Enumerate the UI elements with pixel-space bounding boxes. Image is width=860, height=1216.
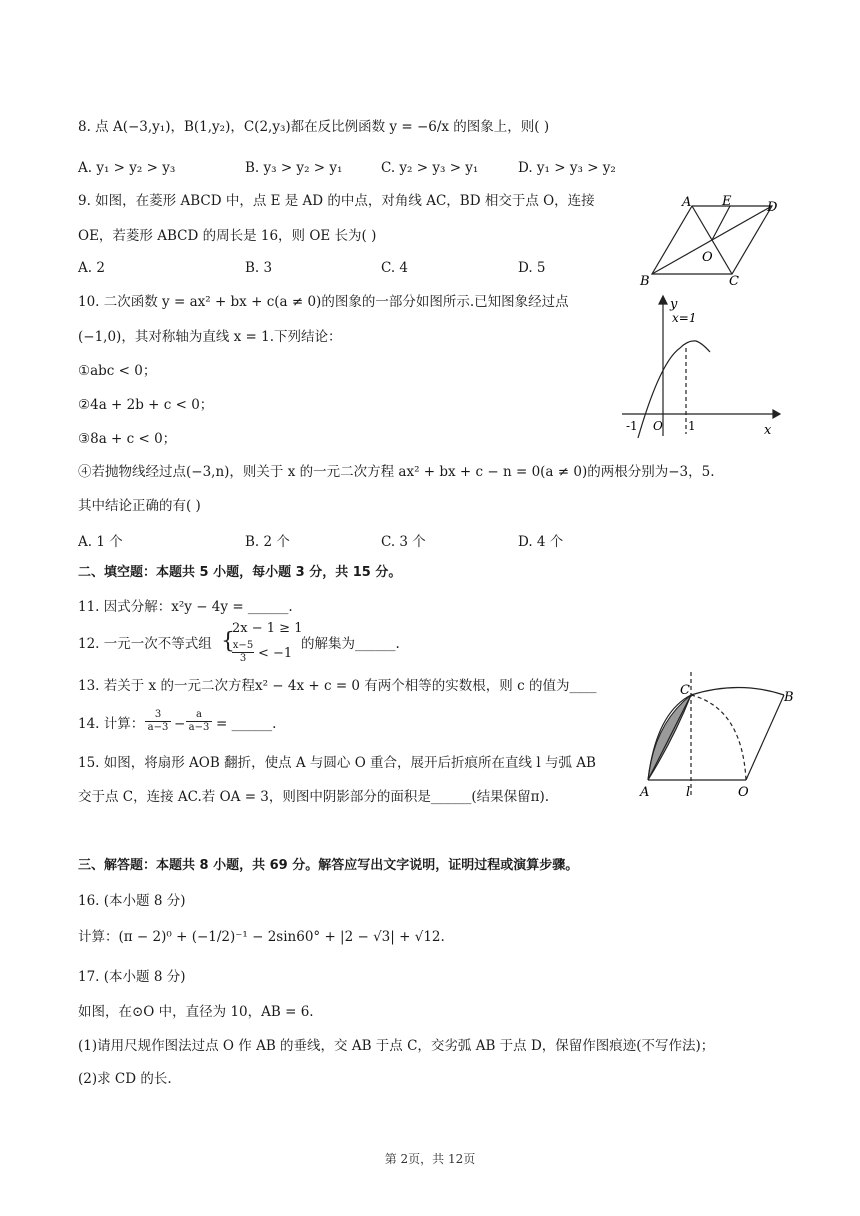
q14-suffix: = ______. bbox=[216, 716, 277, 732]
q9-stem-line1: 9. 如图，在菱形 ABCD 中，点 E 是 AD 的中点，对角线 AC，BD 相交于点 O，连接 bbox=[78, 193, 595, 209]
q8-option-b: B. y₃ > y₂ > y₁ bbox=[245, 160, 343, 176]
q13: 13. 若关于 x 的一元二次方程x² − 4x + c = 0 有两个相等的实数根，则 c 的值为____ bbox=[78, 678, 597, 694]
rhombus-label-o: O bbox=[702, 250, 713, 265]
q14-f2-num: a bbox=[186, 709, 212, 722]
q12-suffix: 的解集为______. bbox=[301, 636, 400, 652]
parabola-label-1: 1 bbox=[688, 419, 696, 433]
q14-f2-den: a−3 bbox=[188, 722, 210, 733]
sector-label-l: l bbox=[686, 785, 691, 800]
q9-option-a: A. 2 bbox=[78, 260, 105, 276]
q8-stem: 8. 点 A(−3,y₁)，B(1,y₂)，C(2,y₃)都在反比例函数 y = −6/x 的图象上，则( ) bbox=[78, 119, 550, 135]
section-2-heading: 二、填空题：本题共 5 小题，每小题 3 分，共 15 分。 bbox=[78, 565, 402, 580]
q12-ineq2-num: x−5 bbox=[232, 640, 254, 651]
q12-ineq2-fraction bbox=[232, 640, 254, 665]
q9-option-b: B. 3 bbox=[245, 260, 273, 276]
q11: 11. 因式分解：x²y − 4y = ______. bbox=[78, 599, 293, 615]
q10-conclusion-4: ④若抛物线经过点(−3,n)，则关于 x 的一元二次方程 ax² + bx + c − n = 0(a ≠ 0)的两根分别为−3，5. bbox=[78, 464, 715, 480]
q12-ineq2-rest: < −1 bbox=[258, 646, 293, 661]
q10-option-c: C. 3 个 bbox=[381, 534, 426, 550]
sector-label-b: B bbox=[784, 690, 794, 705]
q14-f1-num: 3 bbox=[145, 709, 171, 722]
q10-conclusion-1: ①abc < 0； bbox=[78, 363, 157, 379]
q10-conclusion-2: ②4a + 2b + c < 0； bbox=[78, 397, 214, 413]
rhombus-label-a: A bbox=[682, 195, 692, 210]
q16-expression: 计算：(π − 2)⁰ + (−1/2)⁻¹ − 2sin60° + |2 − √3| + √12. bbox=[78, 929, 445, 945]
q10-option-a: A. 1 个 bbox=[78, 534, 123, 550]
q16-title: 16. (本小题 8 分) bbox=[78, 893, 186, 909]
q14-f1-den: a−3 bbox=[147, 722, 169, 733]
q10-stem-end: 其中结论正确的有( ) bbox=[78, 498, 201, 514]
parabola-label-y: y bbox=[670, 297, 678, 312]
rhombus-label-e: E bbox=[722, 194, 732, 209]
q9-stem-line2: OE，若菱形 ABCD 的周长是 16，则 OE 长为( ) bbox=[78, 228, 377, 244]
q8-option-a: A. y₁ > y₂ > y₃ bbox=[78, 160, 176, 176]
q8-option-c: C. y₂ > y₃ > y₁ bbox=[381, 160, 479, 176]
q14-prefix: 14. 计算： bbox=[78, 716, 145, 732]
q12-ineq1: 2x − 1 ≥ 1 bbox=[232, 621, 303, 636]
parabola-figure bbox=[618, 292, 783, 442]
parabola-label-o: O bbox=[653, 419, 663, 433]
q10-stem-line2: (−1,0)，其对称轴为直线 x = 1.下列结论： bbox=[78, 329, 342, 345]
q17-title: 17. (本小题 8 分) bbox=[78, 969, 186, 985]
q14-minus: − bbox=[174, 716, 186, 732]
q14-fraction-2 bbox=[186, 709, 212, 734]
rhombus-label-b: B bbox=[640, 274, 650, 289]
q14-fraction-1 bbox=[145, 709, 171, 734]
q17-line1: 如图，在⊙O 中，直径为 10，AB = 6. bbox=[78, 1004, 314, 1020]
parabola-label-axis: x=1 bbox=[672, 311, 697, 325]
rhombus-label-c: C bbox=[729, 274, 739, 289]
q10-option-b: B. 2 个 bbox=[245, 534, 290, 550]
q10-conclusion-3: ③8a + c < 0； bbox=[78, 431, 177, 447]
sector-figure bbox=[634, 668, 804, 803]
q9-option-c: C. 4 bbox=[381, 260, 409, 276]
q9-option-d: D. 5 bbox=[518, 260, 546, 276]
parabola-label-minus1: -1 bbox=[626, 419, 638, 433]
q10-option-d: D. 4 个 bbox=[518, 534, 564, 550]
section-3-heading: 三、解答题：本题共 8 小题，共 69 分。解答应写出文字说明，证明过程或演算步骤。 bbox=[78, 858, 579, 873]
q15-line1: 15. 如图，将扇形 AOB 翻折，使点 A 与圆心 O 重合，展开后折痕所在直线 l 与弧 AB bbox=[78, 755, 596, 771]
q15-line2: 交于点 C，连接 AC.若 OA = 3，则图中阴影部分的面积是______(结果保留π). bbox=[78, 789, 550, 805]
q17-line2: (1)请用尺规作图法过点 O 作 AB 的垂线，交 AB 于点 C，交劣弧 AB 于点 D，保留作图痕迹(不写作法)； bbox=[78, 1038, 715, 1054]
rhombus-figure bbox=[634, 192, 784, 292]
parabola-label-x: x bbox=[764, 423, 772, 438]
q12-prefix: 12. 一元一次不等式组 bbox=[78, 636, 212, 652]
q12-ineq2-den: 3 bbox=[239, 653, 247, 664]
q8-option-d: D. y₁ > y₃ > y₂ bbox=[518, 160, 616, 176]
q17-line3: (2)求 CD 的长. bbox=[78, 1071, 172, 1087]
page-footer: 第 2页，共 12页 bbox=[384, 1152, 476, 1166]
sector-label-o: O bbox=[738, 785, 749, 800]
q10-stem-line1: 10. 二次函数 y = ax² + bx + c(a ≠ 0)的图象的一部分如图所示.已知图象经过点 bbox=[78, 294, 569, 310]
q12-brace: { bbox=[221, 629, 235, 654]
sector-label-c: C bbox=[680, 683, 690, 698]
rhombus-label-d: D bbox=[767, 200, 778, 215]
sector-label-a: A bbox=[640, 785, 650, 800]
